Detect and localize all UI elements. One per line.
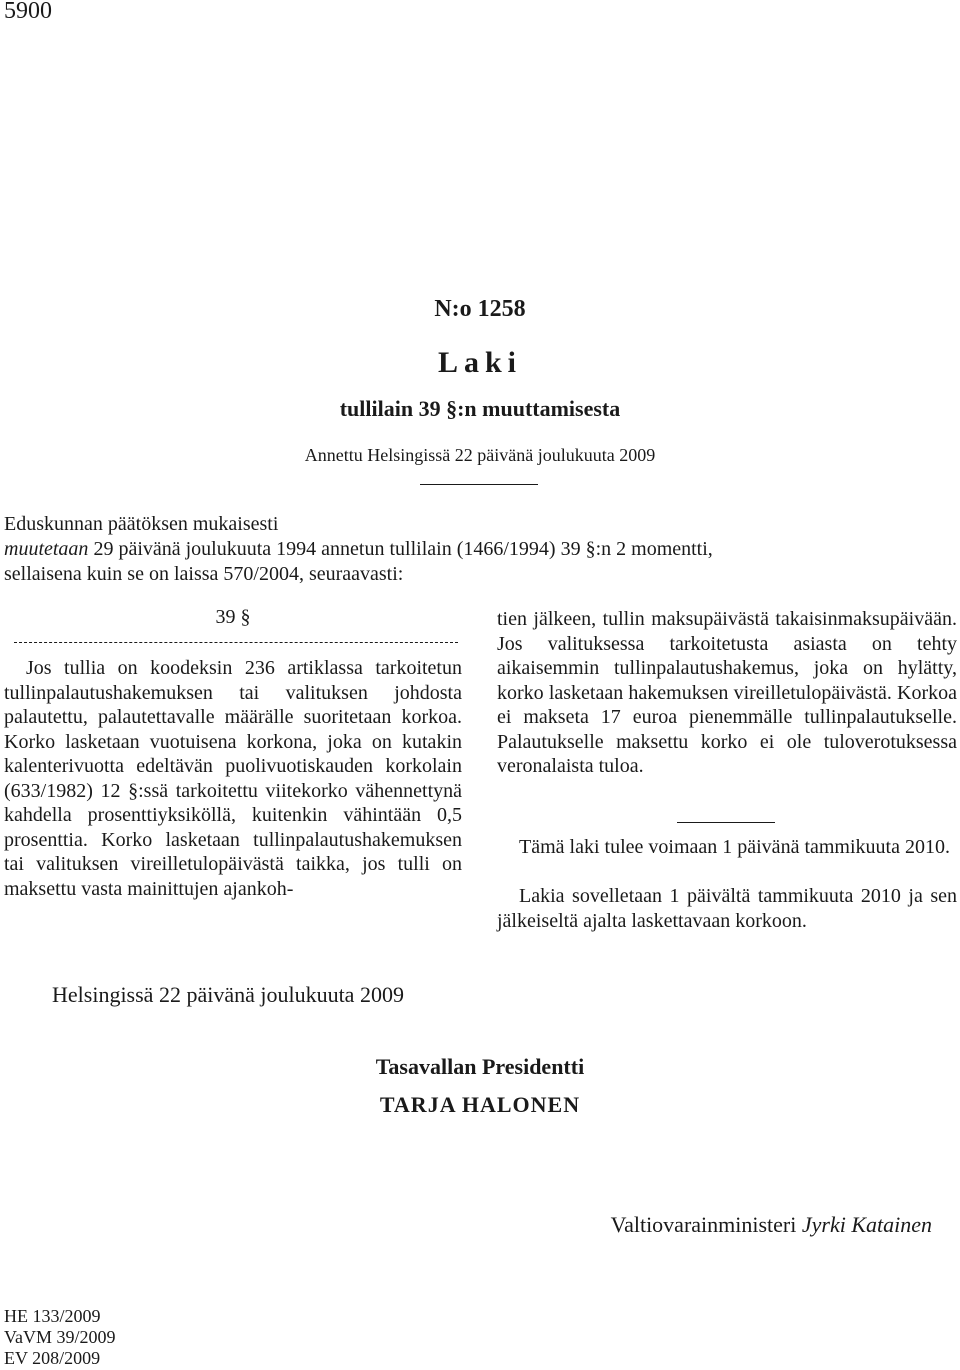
legislative-references: [4, 1306, 116, 1369]
page-number: 5900: [4, 0, 52, 24]
intro-line-2: [4, 537, 960, 562]
law-title: Laki: [437, 346, 523, 379]
president-name: TARJA HALONEN: [379, 1092, 581, 1117]
given-date-line: Annettu Helsingissä 22 päivänä joulukuuta 2009: [304, 445, 656, 465]
section-divider: [677, 822, 775, 823]
reference-item: VaVM 39/2009: [4, 1327, 116, 1347]
section-text-left: Jos tullia on koodeksin 236 artiklassa tarkoitetun tullinpalautushakemuksen tai valituksen johdosta palautettu, palautettavalle määrälle suoritetaan korkoa. Korko lasketaan vuotuisena korkona, joka on kutakin kalenterivuotta edeltävän puolivuotiskauden korkolain (633/1982) 12 §:ssä tarkoitettu viitekorko vähennettynä kahdella prosenttiyksiköllä, kuitenkin vähintään 0,5 prosenttia. Korko lasketaan tullinpalautushakemuksen tai valituksen vireilletulopäivästä taikka, jos tulli on maksettu vasta mainittujen ajankoh-: [4, 657, 462, 900]
section-text-right: tien jälkeen, tullin maksupäivästä takaisinmaksupäivään. Jos valituksessa tarkoitetusta asiasta on tehty aikaisemmin tullinpalautushakemus, joka on hylätty, korko lasketaan hakemuksen vireilletulopäivästä. Korkoa ei makseta 17 euroa pienemmälle tullinpalautukselle. Palautukselle maksettu korko ei ole tuloverotuksessa veronalaista tuloa.: [497, 608, 957, 777]
minister-title: Valtiovarainministeri: [610, 1212, 802, 1237]
reference-item: HE 133/2009: [4, 1306, 101, 1326]
reference-item: EV 208/2009: [4, 1348, 101, 1368]
intro-line-3: sellaisena kuin se on laissa 570/2004, seuraavasti:: [4, 563, 404, 585]
application-paragraph: Lakia sovelletaan 1 päivältä tammikuuta 2010 ja sen jälkeiseltä ajalta laskettavaan korkoon.: [497, 885, 957, 932]
minister-name: Jyrki Katainen: [801, 1212, 932, 1237]
entry-into-force-paragraph: Tämä laki tulee voimaan 1 päivänä tammikuuta 2010.: [519, 836, 950, 858]
minister-signature: [611, 1212, 932, 1238]
intro-line-1: Eduskunnan päätöksen mukaisesti: [4, 513, 279, 535]
law-number: N:o 1258: [434, 296, 526, 322]
law-subtitle: tullilain 39 §:n muuttamisesta: [339, 396, 621, 421]
omitted-text-dashes: [14, 642, 458, 643]
section-heading: 39 §: [215, 606, 251, 628]
intro-line-2-rest: 29 päivänä joulukuuta 1994 annetun tullilain (1466/1994) 39 §:n 2 momentti,: [88, 538, 713, 560]
header-divider: [420, 484, 538, 485]
signing-date: Helsingissä 22 päivänä joulukuuta 2009: [52, 982, 404, 1007]
president-title: Tasavallan Presidentti: [375, 1054, 585, 1079]
intro-verb: muutetaan: [4, 538, 89, 560]
